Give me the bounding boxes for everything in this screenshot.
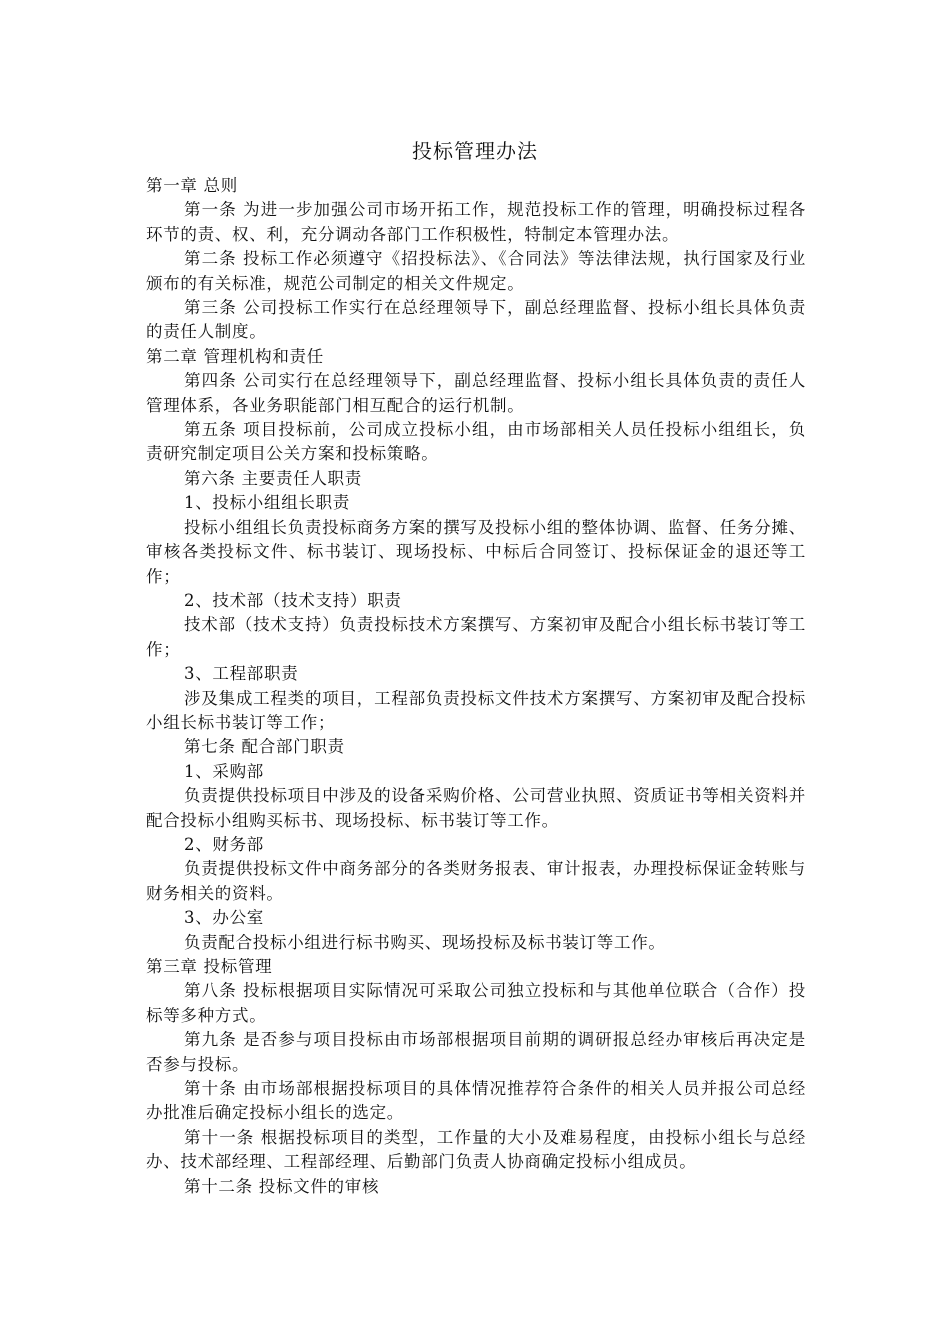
chapter-heading: 第三章 投标管理 (146, 957, 273, 976)
chapter-heading: 第二章 管理机构和责任 (146, 346, 324, 366)
list-item-heading: 3、工程部职责 (184, 664, 299, 684)
list-item-heading: 2、财务部 (184, 834, 264, 854)
list-item-paragraph: 技术部（技术支持）负责投标技术方案撰写、方案初审及配合小组长标书装订等工作； (146, 615, 806, 659)
article-paragraph: 第十二条 投标文件的审核 (184, 1176, 380, 1196)
article-paragraph: 第十条 由市场部根据投标项目的具体情况推荐符合条件的相关人员并报公司总经办批准后确定投标小组长的选定。 (146, 1079, 806, 1123)
list-item-heading: 2、技术部（技术支持）职责 (184, 590, 402, 610)
chapter-heading: 第一章 总则 (146, 176, 238, 195)
article-paragraph: 第六条 主要责任人职责 (184, 468, 362, 488)
article-paragraph: 第四条 公司实行在总经理领导下，副总经理监督、投标小组长具体负责的责任人管理体系，各业务职能部门相互配合的运行机制。 (146, 371, 806, 415)
article-paragraph: 第一条 为进一步加强公司市场开拓工作，规范投标工作的管理，明确投标过程各环节的责、权、利，充分调动各部门工作积极性，特制定本管理办法。 (146, 200, 806, 244)
list-item-paragraph: 投标小组组长负责投标商务方案的撰写及投标小组的整体协调、监督、任务分摊、审核各类投标文件、标书装订、现场投标、中标后合同签订、投标保证金的退还等工作； (146, 517, 806, 586)
article-paragraph: 第三条 公司投标工作实行在总经理领导下，副总经理监督、投标小组长具体负责的责任人制度。 (146, 298, 806, 342)
article-paragraph: 第九条 是否参与项目投标由市场部根据项目前期的调研报总经办审核后再决定是否参与投标。 (146, 1030, 806, 1074)
list-item-heading: 1、投标小组组长职责 (184, 493, 350, 513)
document-title: 投标管理办法 (412, 139, 538, 163)
article-paragraph: 第十一条 根据投标项目的类型，工作量的大小及难易程度，由投标小组长与总经办、技术部经理、工程部经理、后勤部门负责人协商确定投标小组成员。 (146, 1127, 806, 1172)
document-body (146, 174, 806, 1199)
list-item-paragraph: 涉及集成工程类的项目，工程部负责投标文件技术方案撰写、方案初审及配合投标小组长标书装订等工作； (146, 688, 806, 732)
list-item-heading: 3、办公室 (184, 908, 264, 928)
article-paragraph: 第七条 配合部门职责 (184, 737, 345, 757)
list-item-paragraph: 负责提供投标文件中商务部分的各类财务报表、审计报表，办理投标保证金转账与财务相关的资料。 (146, 859, 806, 903)
article-paragraph: 第二条 投标工作必须遵守《招投标法》、《合同法》等法律法规，执行国家及行业颁布的有关标准，规范公司制定的相关文件规定。 (146, 249, 806, 293)
list-item-heading: 1、采购部 (184, 761, 264, 781)
list-item-paragraph: 负责配合投标小组进行标书购买、现场投标及标书装订等工作。 (184, 932, 666, 952)
article-paragraph: 第八条 投标根据项目实际情况可采取公司独立投标和与其他单位联合（合作）投标等多种方式。 (146, 981, 806, 1025)
article-paragraph: 第五条 项目投标前，公司成立投标小组，由市场部相关人员任投标小组组长，负责研究制定项目公关方案和投标策略。 (146, 420, 806, 464)
list-item-paragraph: 负责提供投标项目中涉及的设备采购价格、公司营业执照、资质证书等相关资料并配合投标小组购买标书、现场投标、标书装订等工作。 (146, 786, 806, 830)
